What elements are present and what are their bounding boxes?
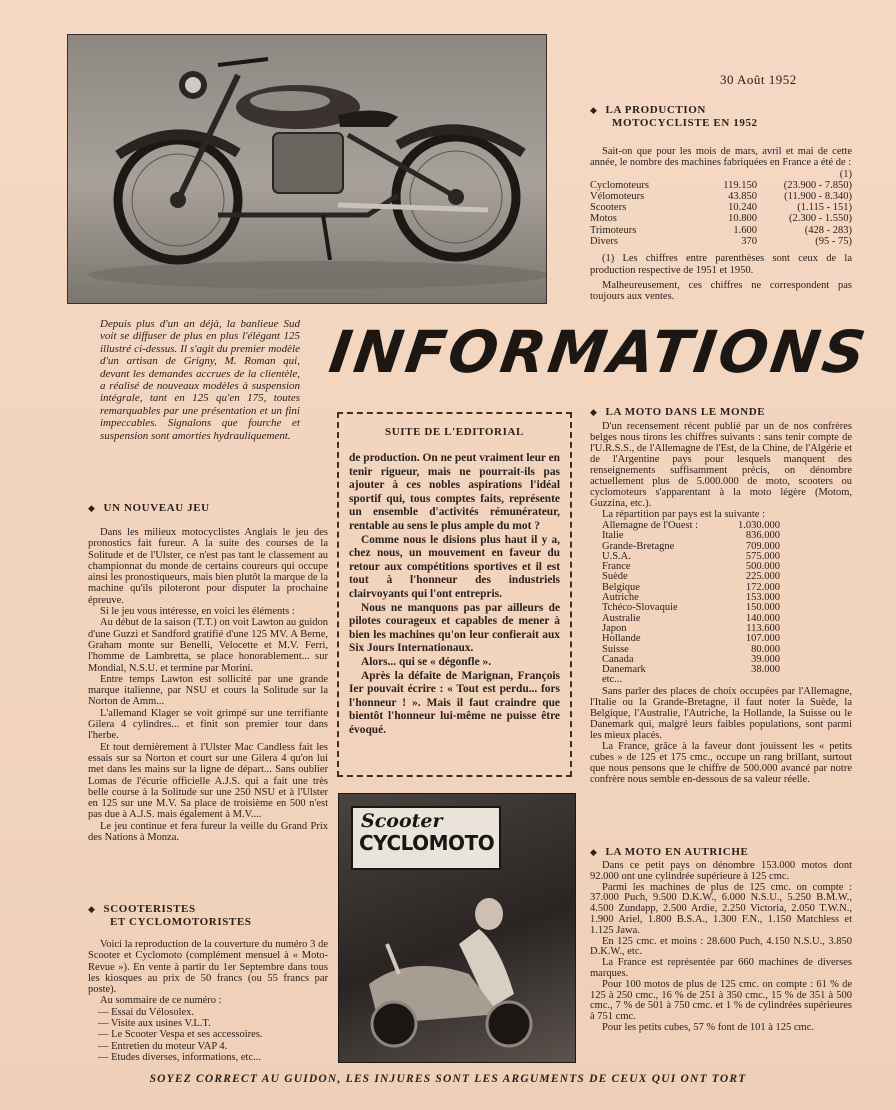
table-row: Japon 113.600 xyxy=(602,622,780,634)
autriche-section xyxy=(590,846,852,1034)
nouveau-jeu-section xyxy=(88,502,328,843)
editorial-box xyxy=(337,412,572,777)
cover-logo-line2: CYCLOMOTO xyxy=(359,831,495,855)
production-intro: Sait-on que pour les mois de mars, avril et mai de cette année, le nombre des machines fabriquées en France a été de : xyxy=(590,146,852,169)
scooteristes-section xyxy=(88,903,328,1063)
table-row: etc... xyxy=(602,674,623,686)
autriche-paragraph: En 125 cmc. et moins : 28.600 Puch, 4.150 N.S.U., 3.850 D.K.W., etc. xyxy=(590,935,852,958)
photo-caption-block xyxy=(100,318,300,442)
cover-logo-box xyxy=(351,806,501,870)
table-row: Italie 836.000 xyxy=(602,530,780,542)
diamond-bullet-icon: ◆ xyxy=(88,503,96,513)
nouveau-jeu-paragraph: Au début de la saison (T.T.) on voit Lawton au guidon d'une Guzzi et Sandford gratifié d'une 125 MV. A Berne, Graham monte sur Benelli, Velocette et M.V. Ferri, l'homme de Lambretta, se place honorablement... sur Mondial, N.S.U. et termine par Morini. xyxy=(88,617,328,674)
production-row: Vélomoteurs 43.850 (11.900 - 8.340) xyxy=(590,190,852,202)
scooteristes-title-line2: ET CYCLOMOTORISTES xyxy=(110,916,252,928)
monde-intro: D'un recensement récent publié par un de nos confrères belges nous tirons les chiffres suivants : sans tenir compte de l'U.R.S.S., de l'Allemagne de l'Est, de la Chine, de l'Algérie et de l'Argentine pays pour lesquels manquent des renseignements suffisamment précis, on dénombre actuellement plus de 5.000.000 de moto, scooters ou cyclomoteurs s'apparentant à la moto légère (Motom, Guzzina, etc.). xyxy=(590,421,852,509)
production-footnote: (1) Les chiffres entre parenthèses sont ceux de la production respective de 1951 et 1950. xyxy=(590,253,852,276)
diamond-bullet-icon: ◆ xyxy=(590,407,598,417)
table-row: Danemark 38.000 xyxy=(602,664,780,676)
production-table xyxy=(590,180,852,248)
autriche-paragraph: La France est représentée par 660 machines de diverses marques. xyxy=(590,957,852,979)
table-row: France 500.000 xyxy=(602,561,780,573)
table-row: Allemagne de l'Ouest : 1.030.000 xyxy=(602,520,780,531)
country-table xyxy=(590,521,852,686)
list-item: — Le Scooter Vespa et ses accessoires. xyxy=(98,1029,263,1041)
autriche-paragraph: Pour les petits cubes, 57 % font de 101 à 125 cmc. xyxy=(602,1021,814,1033)
table-row: Tchéco-Slovaquie 150.000 xyxy=(602,602,780,614)
list-item: — Essai du Vélosolex. xyxy=(98,1006,195,1018)
table-row: Grande-Bretagne 709.000 xyxy=(602,540,780,552)
diamond-bullet-icon: ◆ xyxy=(590,847,598,857)
production-row: Cyclomoteurs 119.150 (23.900 - 7.850) xyxy=(590,179,852,191)
table-row: Belgique 172.000 xyxy=(602,581,780,593)
photo-caption: Depuis plus d'un an déjà, la banlieue Sud voit se diffuser de plus en plus l'élégant 125 illustré ci-dessus. Il s'agit du premier modèle d'un artisan de Grigny, M. Roman qui, devant les demandes accrues de la clientèle, a réalisé de nouveaux modèles à suspension intégrale, tant en 125 qu'en 175, toutes remarquables par une présentation et un fini impeccables. Signalons que fourche et suspension sont amorties hydrauliquement. xyxy=(100,318,300,442)
nouveau-jeu-paragraph: Et tout dernièrement à l'Ulster Mac Candless fait les essais sur sa Norton et court sur une Gilera 4 qu'on lui met dans les mains sur la ligne de départ... Sans oublier Lomas de l'écurie officielle A.J.S. qui a fait une très belle course à la Solitude sur une 250 NSU et à l'Ulster en 125 sur une M.V. Sa place de troisième en 500 n'est pas due à A.J.S. mais également à M.V.... xyxy=(88,741,328,821)
production-row: Divers 370 (95 - 75) xyxy=(590,236,852,248)
autriche-paragraph: Pour 100 motos de plus de 125 cmc. on compte : 61 % de 125 à 250 cmc., 16 % de 251 à 350 cmc., 15 % de 351 à 500 cmc., 7 % de 501 à 750 cmc. et 1 % de cylindrées supérieures à 751 cmc. xyxy=(590,978,852,1023)
production-row: Trimoteurs 1.600 (428 - 283) xyxy=(590,224,852,236)
diamond-bullet-icon: ◆ xyxy=(590,105,598,115)
monde-title: ◆ LA MOTO DANS LE MONDE xyxy=(590,406,766,418)
production-section xyxy=(590,104,852,303)
table-row: U.S.A. 575.000 xyxy=(602,550,780,562)
monde-repartition: La répartition par pays est la suivante : xyxy=(602,509,765,520)
magazine-cover-image xyxy=(338,793,576,1063)
nouveau-jeu-title: ◆ UN NOUVEAU JEU xyxy=(88,502,210,514)
table-row: Australie 140.000 xyxy=(602,612,780,624)
list-item: — Entretien du moteur VAP 4. xyxy=(98,1040,228,1052)
editorial-paragraph: Nous ne manquons pas par ailleurs de pilotes courageux et capables de mener à bien les machines qu'on leur confierait aux Six Jours Internationaux. xyxy=(349,601,560,655)
table-row: Hollande 107.000 xyxy=(602,633,780,645)
monde-paragraph: La France, grâce à la faveur dont jouissent les « petits cubes » de 125 et 175 cmc., occupe un rang brillant, surtout que nous pensons que le chiffre de 500.000 avancé par notre confrère nous semble en-dessous de sa valeur réelle. xyxy=(590,740,852,785)
production-row: Scooters 10.240 (1.115 - 151) xyxy=(590,202,852,214)
editorial-title: SUITE DE L'EDITORIAL xyxy=(385,426,524,438)
nouveau-jeu-paragraph: Si le jeu vous intéresse, en voici les éléments : xyxy=(100,606,295,618)
cover-logo-line1: Scooter xyxy=(361,810,443,832)
monde-section xyxy=(590,406,852,785)
editorial-paragraph: Comme nous le disions plus haut il y a, chez nous, un mouvement en faveur du retour aux compétitions sportives et il est tout à l'honneur des industriels clairvoyants qui l'ont entrepris. xyxy=(349,533,560,600)
sommaire-list xyxy=(88,1007,328,1063)
production-row: Motos 10.800 (2.300 - 1.550) xyxy=(590,213,852,225)
cover-scooter-illustration xyxy=(339,874,575,1062)
production-title-line2: MOTOCYCLISTE EN 1952 xyxy=(612,117,758,129)
scooteristes-title: ◆ SCOOTERISTES xyxy=(88,903,196,915)
table-row: Suisse 80.000 xyxy=(602,643,780,655)
editorial-paragraph: de production. On ne peut vraiment leur en tenir rigueur, mais ne pourrait-ils pas ajouter à ces nobles aspirations l'idéal sportif qui, tous comptes faits, représente un ensemble d'activités rémunérateur, rentable au sens le plus ample du mot ? xyxy=(349,452,560,532)
table-row: Autriche 153.000 xyxy=(602,592,780,604)
scooteristes-paragraph: Voici la reproduction de la couverture du numéro 3 de Scooter et Cyclomoto (complément mensuel à « Moto-Revue »). En vente à partir du 1er Septembre dans tous les kiosques au prix de 50 francs (ou 55 francs par poste). xyxy=(88,939,328,996)
production-note-marker: (1) xyxy=(839,168,852,180)
list-item: — Visite aux usines V.L.T. xyxy=(98,1018,211,1030)
nouveau-jeu-paragraph: Le jeu continue et fera fureur la veille du Grand Prix des Nations à Monza. xyxy=(88,820,328,844)
autriche-paragraph: Parmi les machines de plus de 125 cmc. on compte : 37.000 Puch, 9.500 D.K.W., 6.000 N.S.U., 5.250 B.M.W., 4.500 Zundapp, 2.500 Ardie, 2.250 Victoria, 2.050 T.W.N., 1.900 Ariel, 1.800 B.S.A., 1.300 F.N., 1.150 Matchless et 1.125 Jawa. xyxy=(590,881,852,936)
table-row: Canada 39.000 xyxy=(602,653,780,665)
footer-slogan: SOYEZ CORRECT AU GUIDON, LES INJURES SONT LES ARGUMENTS DE CEUX QUI ONT TORT xyxy=(149,1073,747,1085)
production-title: ◆ LA PRODUCTION xyxy=(590,104,706,116)
motorcycle-illustration xyxy=(68,35,546,303)
issue-date: 30 Août 1952 xyxy=(720,72,797,87)
table-row: Suède 225.000 xyxy=(602,571,780,583)
informations-banner: INFORMATIONS xyxy=(325,318,873,386)
nouveau-jeu-paragraph: L'allemand Klager se voit grimpé sur une terrifiante Gilera 4 cylindres... et finit son premier tour dans l'herbe. xyxy=(88,707,328,742)
editorial-paragraph: Après la défaite de Marignan, François Ier pouvait écrire : « Tout est perdu... fors l'honneur ! ». Mais il faut craindre que bientôt l'honneur lui-même ne puisse être évoqué. xyxy=(349,669,560,736)
nouveau-jeu-paragraph: Entre temps Lawton est sollicité par une grande marque italienne, par NSU et cours la Solitude sur la Norton de Amm... xyxy=(88,673,328,708)
list-item: — Etudes diverses, informations, etc... xyxy=(98,1051,262,1063)
editorial-paragraph: Alors... qui se « dégonfle ». xyxy=(361,655,492,668)
nouveau-jeu-paragraph: Dans les milieux motocyclistes Anglais le jeu des pronostics fait fureur. A la suite des courses de la Solitude et de l'Ulster, ce n'est pas tant le classement au championnat du monde de certains coureurs qui occupe ainsi les pronostiqueurs, mais bien plutôt la marque de la machine qu'ils piloteront pour disputer la prochaine épreuve. xyxy=(88,527,328,606)
diamond-bullet-icon: ◆ xyxy=(88,904,96,914)
monde-paragraph: Sans parler des places de choix occupées par l'Allemagne, l'Italie ou la Grande-Bretagne, il faut noter la Suède, la Belgique, l'Australie, l'Autriche, la Hollande, la Suisse ou le Danemark qui, malgré leurs faibles populations, sont parmi les mieux placés. xyxy=(590,685,852,741)
motorcycle-photo xyxy=(67,34,547,304)
autriche-paragraph: Dans ce petit pays on dénombre 153.000 motos dont 92.000 ont une cylindrée supérieure à 125 cmc. xyxy=(590,860,852,882)
autriche-title: ◆ LA MOTO EN AUTRICHE xyxy=(590,846,749,858)
scooteristes-paragraph: Au sommaire de ce numéro : xyxy=(100,995,222,1007)
production-conclusion: Malheureusement, ces chiffres ne correspondent pas toujours aux ventes. xyxy=(590,279,852,303)
